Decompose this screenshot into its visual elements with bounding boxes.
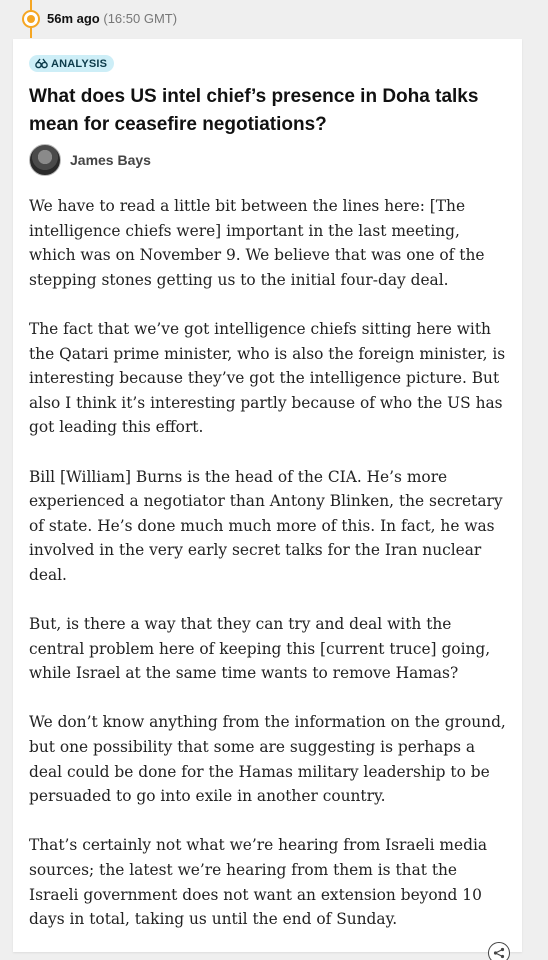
post-timestamp <box>47 11 177 26</box>
share-icon <box>493 947 505 959</box>
author-name[interactable]: James Bays <box>70 151 151 168</box>
live-blog-post <box>13 39 522 952</box>
analysis-badge <box>29 55 114 72</box>
author-row[interactable] <box>29 143 506 176</box>
post-body <box>29 194 506 932</box>
paragraph: We have to read a little bit between the lines here: [The intelligence chiefs were] important in the last meeting, which was on November 9. We believe that was one of the stepping stones getting us to the initial four-day deal. <box>29 197 485 289</box>
paragraph: But, is there a way that they can try and deal with the central problem here of keeping this [current truce] going, while Israel at the same time wants to remove Hamas? <box>29 615 491 683</box>
paragraph: We don’t know anything from the information on the ground, but one possibility that some are suggesting is perhaps a deal could be done for the Hamas military leadership to be persuaded to go into exile in another country. <box>29 713 506 806</box>
relative-time: 56m ago <box>47 11 100 26</box>
timeline-marker-icon <box>22 10 40 28</box>
author-avatar[interactable] <box>29 144 61 176</box>
share-button[interactable] <box>488 942 510 960</box>
binoculars-icon <box>35 58 48 69</box>
paragraph: That’s certainly not what we’re hearing from Israeli media sources; the latest we’re hearing from them is that the Israeli government does not want an extension beyond 10 days in total, taking us until the end of Sunday. <box>29 836 488 929</box>
absolute-time: (16:50 GMT) <box>103 11 178 26</box>
paragraph: Bill [William] Burns is the head of the CIA. He’s more experienced a negotiator than Antony Blinken, the secretary of state. He’s done much much more of this. In fact, he was involved in the very early secret talks for the Iran nuclear deal. <box>29 467 503 584</box>
paragraph: The fact that we’ve got intelligence chiefs sitting here with the Qatari prime minister, who is also the foreign minister, is interesting because they’ve got the intelligence picture. But also I think it’s interesting partly because of who the US has got leading this effort. <box>29 319 506 437</box>
badge-label: ANALYSIS <box>51 57 108 70</box>
post-headline: What does US intel chief’s presence in Doha talks mean for ceasefire negotiations? <box>29 86 479 135</box>
